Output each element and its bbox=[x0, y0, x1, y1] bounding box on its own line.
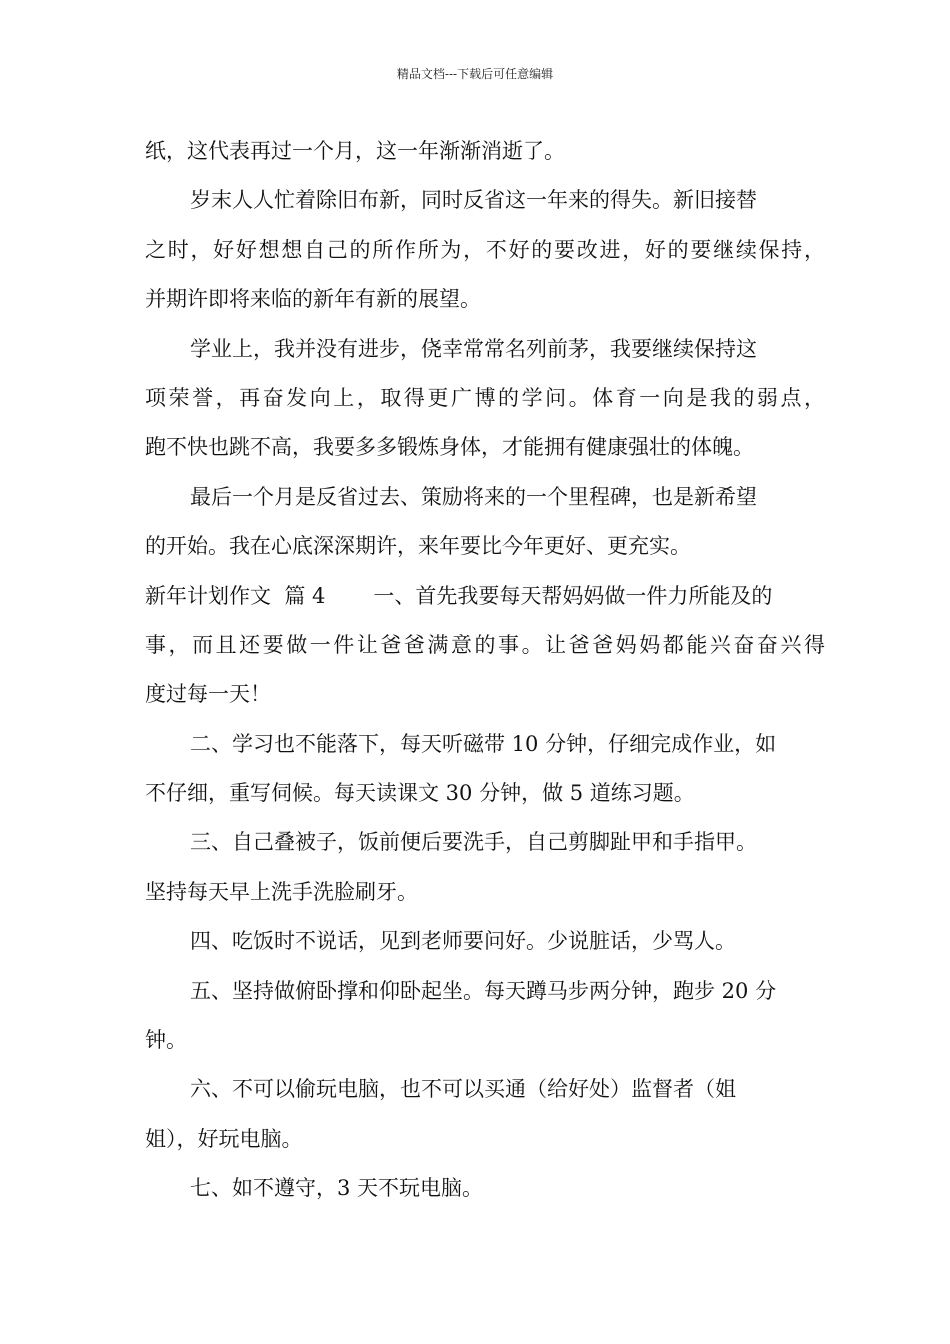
paragraph-line: 五、坚持做俯卧撑和仰卧起坐。每天蹲马步两分钟，跑步 20 分 bbox=[190, 978, 777, 1003]
section-title: 新年计划作文 bbox=[145, 583, 271, 608]
paragraph-line: 姐），好玩电脑。 bbox=[145, 1126, 303, 1151]
document-body bbox=[145, 127, 825, 1214]
page-header: 精品文档---下载后可任意编辑 bbox=[396, 67, 554, 81]
paragraph-line: 并期许即将来临的新年有新的展望。 bbox=[145, 287, 481, 312]
paragraph-line: 四、吃饭时不说话，见到老师要问好。少说脏话，少骂人。 bbox=[190, 929, 736, 954]
paragraph-line: 不仔细，重写伺候。每天读课文 30 分钟，做 5 道练习题。 bbox=[145, 781, 695, 806]
paragraph-line: 七、如不遵守，3 天不玩电脑。 bbox=[190, 1176, 484, 1201]
paragraph-line: 纸，这代表再过一个月，这一年渐渐消逝了。 bbox=[145, 139, 565, 163]
paragraph-line: 项荣誉，再奋发向上，取得更广博的学问。体育一向是我的弱点， bbox=[145, 385, 825, 410]
paragraph-line: 二、学习也不能落下，每天听磁带 10 分钟，仔细完成作业，如 bbox=[190, 731, 777, 756]
section-first-line: 一、首先我要每天帮妈妈做一件力所能及的 bbox=[373, 583, 773, 608]
paragraph-line: 三、自己叠被子，饭前便后要洗手，自己剪脚趾甲和手指甲。 bbox=[190, 830, 757, 855]
paragraph-line: 钟。 bbox=[145, 1028, 187, 1053]
paragraph-line: 的开始。我在心底深深期许，来年要比今年更好、更充实。 bbox=[145, 534, 691, 559]
paragraph-line: 岁末人人忙着除旧布新，同时反省这一年来的得失。新旧接替 bbox=[190, 188, 757, 213]
paragraph-line: 最后一个月是反省过去、策励将来的一个里程碑，也是新希望 bbox=[190, 484, 757, 509]
section-heading-line bbox=[145, 572, 825, 621]
paragraph-line: 跑不快也跳不高，我要多多锻炼身体，才能拥有健康强壮的体魄。 bbox=[145, 435, 754, 460]
section-number: 篇 4 bbox=[284, 583, 326, 608]
paragraph-line: 坚持每天早上洗手洗脸刷牙。 bbox=[145, 879, 418, 904]
paragraph-line: 学业上，我并没有进步，侥幸常常名列前茅，我要继续保持这 bbox=[190, 336, 757, 361]
paragraph-line: 度过每一天！ bbox=[145, 682, 271, 707]
paragraph-line: 之时，好好想想自己的所作所为，不好的要改进，好的要继续保持， bbox=[145, 237, 825, 262]
paragraph-line: 六、不可以偷玩电脑，也不可以买通（给好处）监督者（姐 bbox=[190, 1077, 736, 1102]
paragraph-line: 事，而且还要做一件让爸爸满意的事。让爸爸妈妈都能兴奋奋兴得 bbox=[145, 632, 825, 657]
